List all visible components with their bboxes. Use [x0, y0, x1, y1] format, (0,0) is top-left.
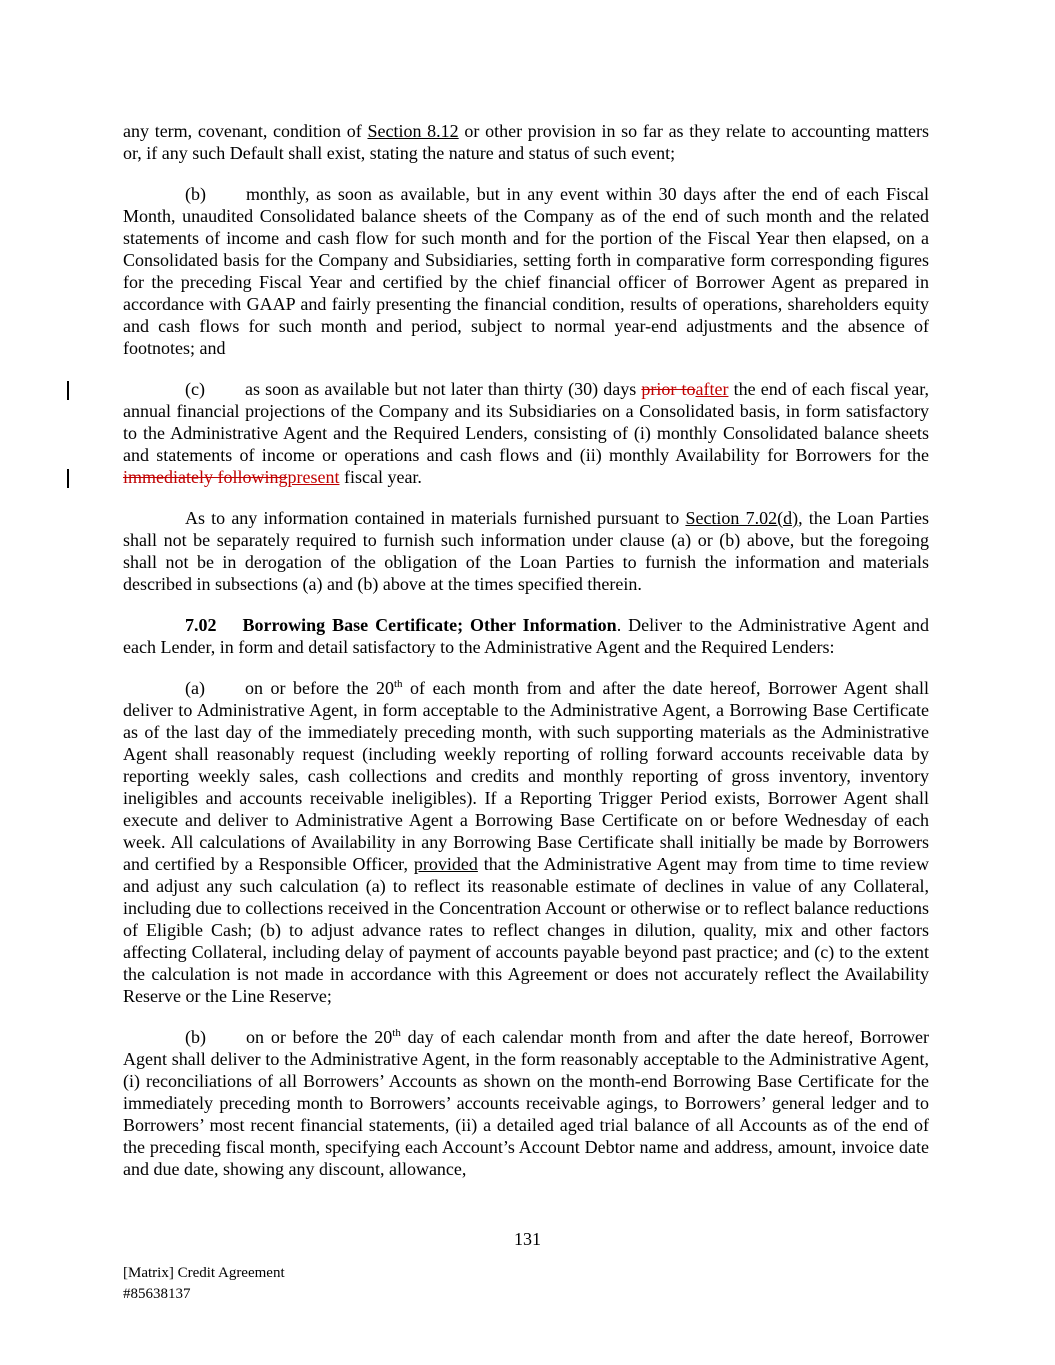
text-run: that the Administrative Agent may from time to time review and adjust any such calculation (a) to reflect its reasonable estimate of declines in value of any Collateral, including due to collections received in the Concentration Account or otherwise or to reflect balance reductions of Eligible Cash; (b) to adjust advance rates to reflect changes in dilution, quality, mix and other factors affecting Collateral, including delay of payment of accounts payable beyond past practice; and (c) to the extent the calculation is not made in accordance with this Agreement or does not accurately reflect the Availability Reserve or the Line Reserve;: [123, 854, 929, 1006]
para-intro-continuation: [123, 120, 929, 164]
text-run-u: Section 7.02(d): [685, 508, 799, 528]
para-a-borrowing-base-certificate: [123, 677, 929, 1007]
text-run: (a): [185, 678, 205, 698]
change-bar: [67, 381, 69, 400]
para-c-annual-projections: [123, 378, 929, 488]
text-run: , the Loan Parties shall not be separately required to furnish such information under clause (a) or (b) above, but the foregoing shall not be in derogation of the obligation of the Loan Parties to furnish the information and materials described in subsections (a) and (b) above at the times specified therein.: [123, 508, 930, 594]
text-run: . Deliver to the Administrative Agent and each Lender, in form and detail satisfactory to the Administrative Agent and the Required Lenders:: [123, 615, 929, 657]
page-number: 131: [514, 1229, 541, 1249]
text-run: on or before the 20: [246, 1027, 393, 1047]
text-run-ins: present: [287, 467, 340, 487]
text-run-ins: after: [695, 379, 729, 399]
text-run: day of each calendar month from and after the date hereof, Borrower Agent shall deliver to the Administrative Agent, in the form reasonably acceptable to the Administrative Agent, (i) reconciliations of all Borrowers’ Accounts as shown on the month-end Borrowing Base Certificate for the immediately preceding month to Borrowers’ accounts receivable agings, to Borrowers’ general ledger and to Borrowers’ most recent financial statements, (ii) a detailed aged trial balance of all Accounts as of the end of the preceding fiscal month, specifying each Account’s Account Debtor name and address, amount, invoice date and due date, showing any discount, allowance,: [123, 1027, 930, 1179]
text-run-b: 7.02: [185, 615, 217, 635]
text-run-strike: immediately following: [123, 467, 288, 487]
text-run: monthly, as soon as available, but in any event within 30 days after the end of each Fiscal Month, unaudited Consolidated balance sheets of the Company as of the end of such month and the related statements of income and cash flow for such month and for the portion of the Fiscal Year then elapsed, on a Consolidated basis for the Company and Subsidiaries, setting forth in comparative form corresponding figures for the preceding Fiscal Year and certified by the chief financial officer of Borrower Agent as prepared in accordance with GAAP and fairly presenting the financial condition, results of operations, shareholders equity and cash flows for such month and period, subject to normal year-end adjustments and the absence of footnotes; and: [123, 184, 929, 358]
text-run: the end of each fiscal year, annual financial projections of the Company and its Subsidiaries on a Consolidated basis, in form satisfactory to the Administrative Agent and the Required Lenders, consisting of (i) monthly Consolidated balance sheets and statements of income or operations and cash flows and (ii) monthly Availability for Borrowers for the: [123, 379, 929, 465]
text-run: (b): [185, 184, 206, 204]
footer-doc-id: #85638137: [123, 1286, 191, 1302]
para-b-monthly-financials: [123, 183, 929, 359]
text-run: of each month from and after the date hereof, Borrower Agent shall deliver to Administrative Agent, in form acceptable to the Administrative Agent, a Borrowing Base Certificate as of the last day of the immediately preceding month, with such supporting materials as the Administrative Agent shall reasonably request (including weekly reporting of rolling forward accounts receivable data by reporting weekly sales, cash collections and credits and monthly reporting of gross inventory, inventory ineligibles and accounts receivable ineligibles). If a Reporting Trigger Period exists, Borrower Agent shall execute and deliver to Administrative Agent a Borrowing Base Certificate on or before Wednesday of each week. All calculations of Availability in any Borrowing Base Certificate shall initially be made by Borrowers and certified by a Responsible Officer,: [123, 678, 929, 874]
text-run-sup: th: [392, 1027, 401, 1039]
text-run-b: Borrowing Base Certificate; Other Information: [242, 615, 617, 635]
text-run-strike: prior to: [641, 379, 696, 399]
document-body: [123, 120, 929, 1199]
text-run-sup: th: [393, 678, 403, 690]
text-run-u: Section 8.12: [367, 121, 459, 141]
document-footer: [123, 1263, 285, 1305]
para-section-7-02-heading: [123, 614, 929, 658]
text-run: As to any information contained in materials furnished pursuant to: [185, 508, 686, 528]
text-run: on or before the 20: [244, 678, 394, 698]
change-bar: [67, 469, 69, 488]
para-b-reconciliations: [123, 1026, 929, 1180]
footer-doc-title: [Matrix] Credit Agreement: [123, 1265, 285, 1281]
text-run: or other provision in so far as they relate to accounting matters or, if any such Default shall exist, stating the nature and status of such event;: [123, 121, 929, 163]
text-run: (b): [185, 1027, 206, 1047]
para-as-to-information: [123, 507, 929, 595]
text-run: (c): [185, 379, 205, 399]
text-run: as soon as available but not later than thirty (30) days: [244, 379, 642, 399]
text-run-u: provided: [413, 854, 478, 874]
text-run: any term, covenant, condition of: [123, 121, 368, 141]
text-run: fiscal year.: [339, 467, 422, 487]
